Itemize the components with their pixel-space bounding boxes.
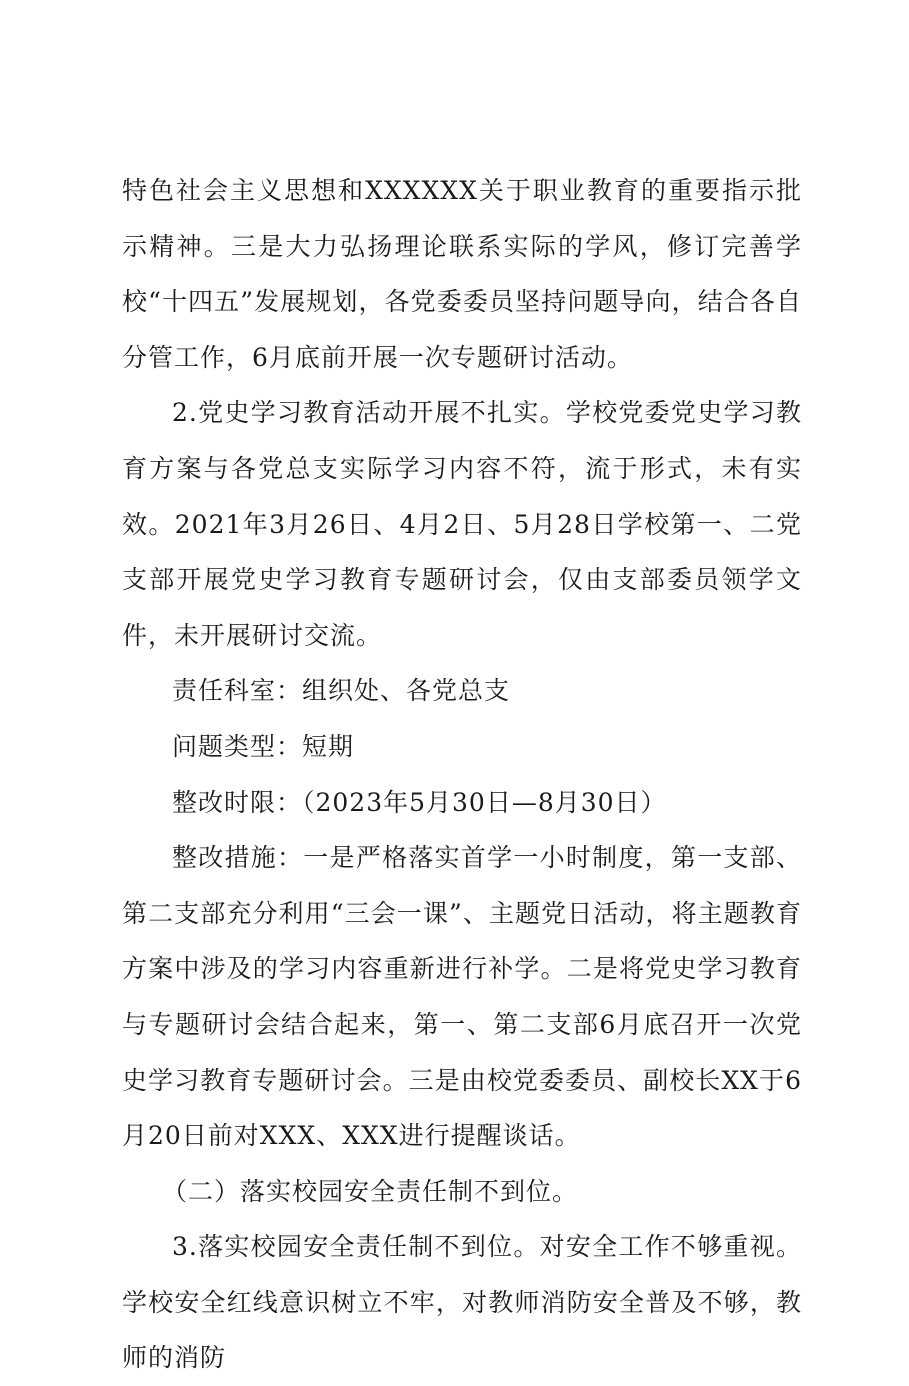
measures-paragraph: 整改措施：一是严格落实首学一小时制度，第一支部、第二支部充分利用“三会一课”、主题党日活动，将主题教育方案中涉及的学习内容重新进行补学。二是将党史学习教育与专题研讨会结合起来，第一、第二支部6月底召开一次党史学习教育专题研讨会。三是由校党委委员、副校长XX于6月20日前对XXX、XXX进行提醒谈话。 [122, 843, 802, 1151]
responsible-office-line: 责任科室：组织处、各党总支 [172, 676, 511, 706]
paragraph-item-2: 2.党史学习教育活动开展不扎实。学校党委党史学习教育方案与各党总支实际学习内容不符，流于形式，未有实效。2021年3月26日、4月2日、5月28日学校第一、二党支部开展党史学习教育专题研讨会，仅由支部委员领学文件，未开展研讨交流。 [122, 398, 802, 650]
document-body [122, 163, 802, 1386]
deadline-line: 整改时限：（2023年5月30日—8月30日） [172, 787, 667, 817]
paragraph-continuation: 特色社会主义思想和XXXXXX关于职业教育的重要指示批示精神。三是大力弘扬理论联系实际的学风，修订完善学校“十四五”发展规划，各党委委员坚持问题导向，结合各自分管工作，6月底前开展一次专题研讨活动。 [122, 176, 802, 372]
section-heading: （二）落实校园安全责任制不到位。 [162, 1176, 579, 1206]
problem-type-line: 问题类型：短期 [172, 731, 355, 761]
paragraph-item-3: 3.落实校园安全责任制不到位。对安全工作不够重视。学校安全红线意识树立不牢，对教师消防安全普及不够，教师的消防 [122, 1232, 802, 1373]
